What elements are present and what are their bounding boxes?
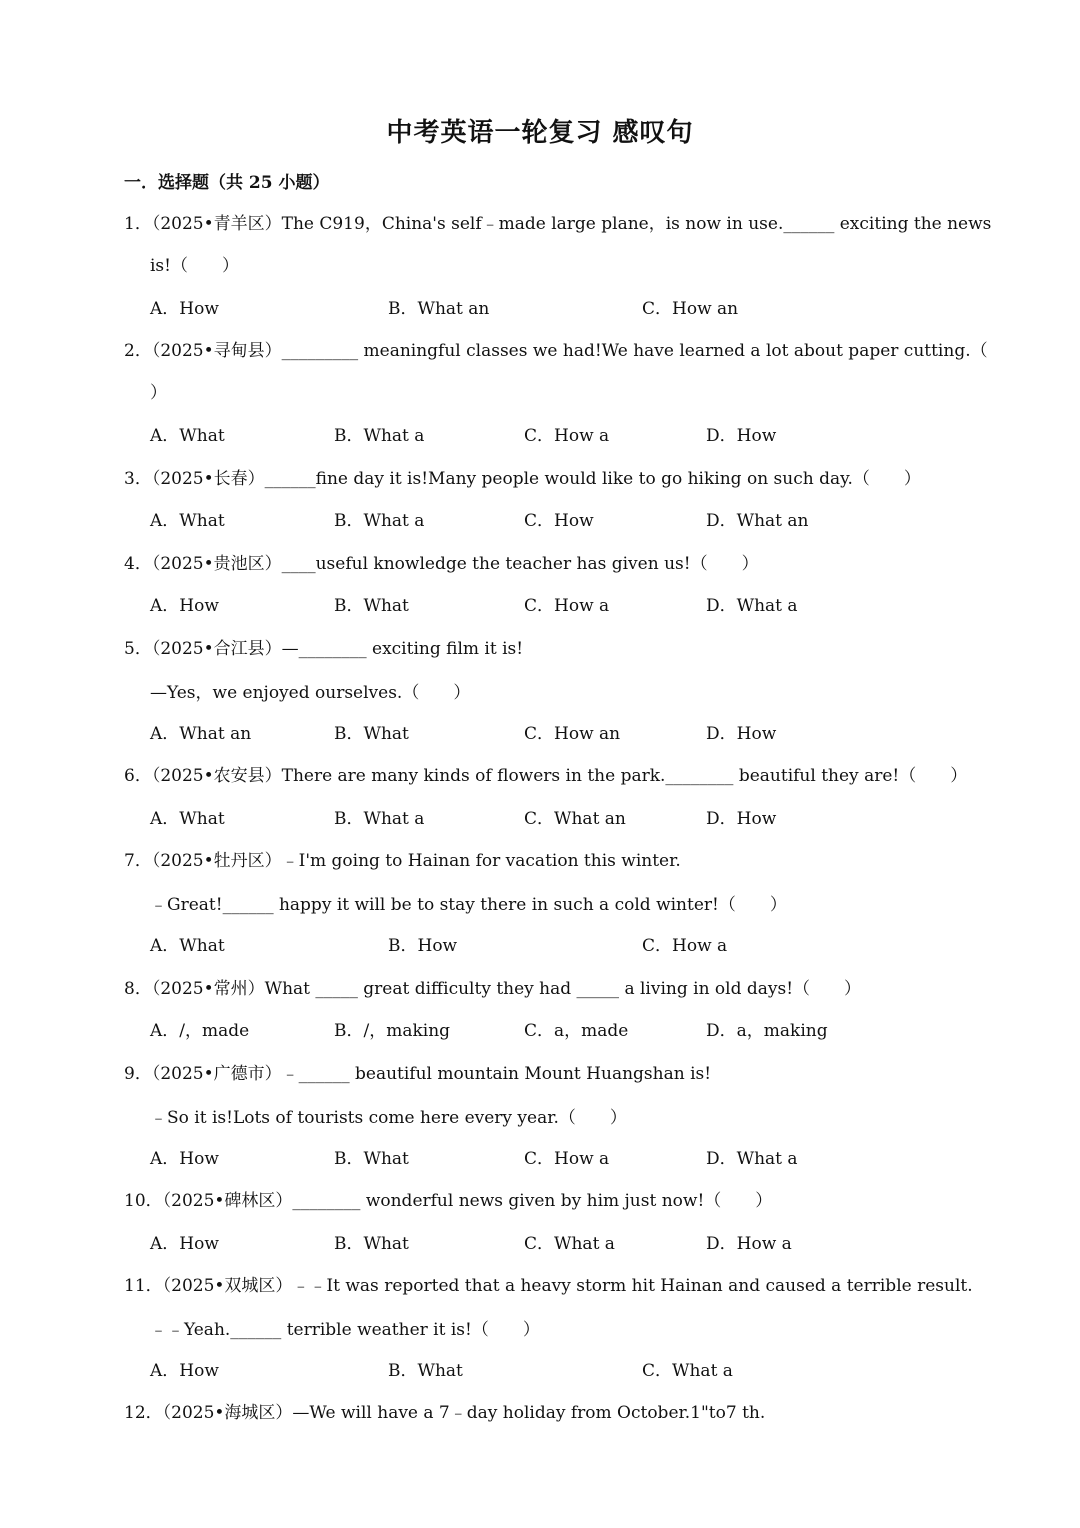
question-7-option-c: C．How a [642, 936, 728, 956]
question-2-stem-cont: ） [150, 383, 167, 403]
question-11-stem: 11．（2025•双城区）﹣﹣It was reported that a heavy storm hit Hainan and caused a terrible result. [124, 1276, 973, 1296]
question-4-stem: 4．（2025•贵池区）____useful knowledge the teacher has given us!（ ） [124, 554, 759, 574]
question-5-option-d: D．How [706, 724, 777, 744]
question-8-option-d: D．a，making [706, 1021, 828, 1041]
question-7-option-b: B．How [388, 936, 458, 956]
question-4-option-c: C．How a [524, 596, 610, 616]
question-10-stem: 10．（2025•碑林区）________ wonderful news given by him just now!（ ） [124, 1191, 773, 1211]
question-6-option-a: A．What [150, 809, 225, 829]
question-8-option-c: C．a，made [524, 1021, 629, 1041]
question-6-stem: 6．（2025•农安县）There are many kinds of flowers in the park.________ beautiful they are!（ ） [124, 766, 968, 786]
question-1-option-b: B．What an [388, 299, 490, 319]
question-4-option-b: B．What [334, 596, 409, 616]
question-3-option-c: C．How [524, 511, 594, 531]
question-4-option-d: D．What a [706, 596, 798, 616]
question-1-stem: 1．（2025•青羊区）The C919，China's self﹣made large plane，is now in use.______ exciting the news [124, 214, 992, 234]
document-title: 中考英语一轮复习 感叹句 [386, 118, 694, 148]
question-3-option-b: B．What a [334, 511, 425, 531]
section-heading: 一．选择题（共 25 小题） [124, 173, 330, 193]
question-10-option-a: A．How [150, 1234, 219, 1254]
question-11-stem-cont: ﹣﹣Yeah.______ terrible weather it is!（ ） [150, 1320, 540, 1340]
question-3-option-a: A．What [150, 511, 225, 531]
question-5-stem: 5．（2025•合江县）—________ exciting film it is! [124, 639, 524, 659]
question-3-option-d: D．What an [706, 511, 809, 531]
question-9-option-b: B．What [334, 1149, 409, 1169]
question-9-option-c: C．How a [524, 1149, 610, 1169]
question-10-option-b: B．What [334, 1234, 409, 1254]
question-7-stem: 7．（2025•牡丹区）﹣I'm going to Hainan for vacation this winter. [124, 851, 681, 871]
question-11-option-b: B．What [388, 1361, 463, 1381]
question-7-option-a: A．What [150, 936, 225, 956]
question-11-option-c: C．What a [642, 1361, 733, 1381]
question-2-option-b: B．What a [334, 426, 425, 446]
question-5-stem-cont: —Yes，we enjoyed ourselves.（ ） [150, 683, 471, 703]
question-8-stem: 8．（2025•常州）What _____ great difficulty they had _____ a living in old days!（ ） [124, 979, 862, 999]
question-11-option-a: A．How [150, 1361, 219, 1381]
question-2-stem: 2．（2025•寻甸县）_________ meaningful classes we had!We have learned a lot about paper cutting.（ [124, 341, 988, 361]
question-9-stem: 9．（2025•广德市）﹣______ beautiful mountain Mount Huangshan is! [124, 1064, 712, 1084]
question-12-stem: 12．（2025•海城区）—We will have a 7﹣day holiday from October.1"to7 th. [124, 1403, 766, 1423]
question-2-option-d: D．How [706, 426, 777, 446]
question-9-option-a: A．How [150, 1149, 219, 1169]
question-2-option-a: A．What [150, 426, 225, 446]
question-9-option-d: D．What a [706, 1149, 798, 1169]
question-10-option-c: C．What a [524, 1234, 615, 1254]
question-6-option-c: C．What an [524, 809, 626, 829]
question-5-option-c: C．How an [524, 724, 621, 744]
question-10-option-d: D．How a [706, 1234, 792, 1254]
question-5-option-a: A．What an [150, 724, 252, 744]
question-3-stem: 3．（2025•长春）______fine day it is!Many people would like to go hiking on such day.（ ） [124, 469, 921, 489]
question-1-option-c: C．How an [642, 299, 739, 319]
question-8-option-a: A．/，made [150, 1021, 250, 1041]
question-7-stem-cont: ﹣Great!______ happy it will be to stay there in such a cold winter!（ ） [150, 895, 787, 915]
question-9-stem-cont: ﹣So it is!Lots of tourists come here every year.（ ） [150, 1108, 627, 1128]
question-2-option-c: C．How a [524, 426, 610, 446]
question-1-stem-cont: is!（ ） [150, 256, 239, 276]
question-4-option-a: A．How [150, 596, 219, 616]
question-8-option-b: B．/，making [334, 1021, 451, 1041]
question-6-option-b: B．What a [334, 809, 425, 829]
question-5-option-b: B．What [334, 724, 409, 744]
question-6-option-d: D．How [706, 809, 777, 829]
question-1-option-a: A．How [150, 299, 219, 319]
